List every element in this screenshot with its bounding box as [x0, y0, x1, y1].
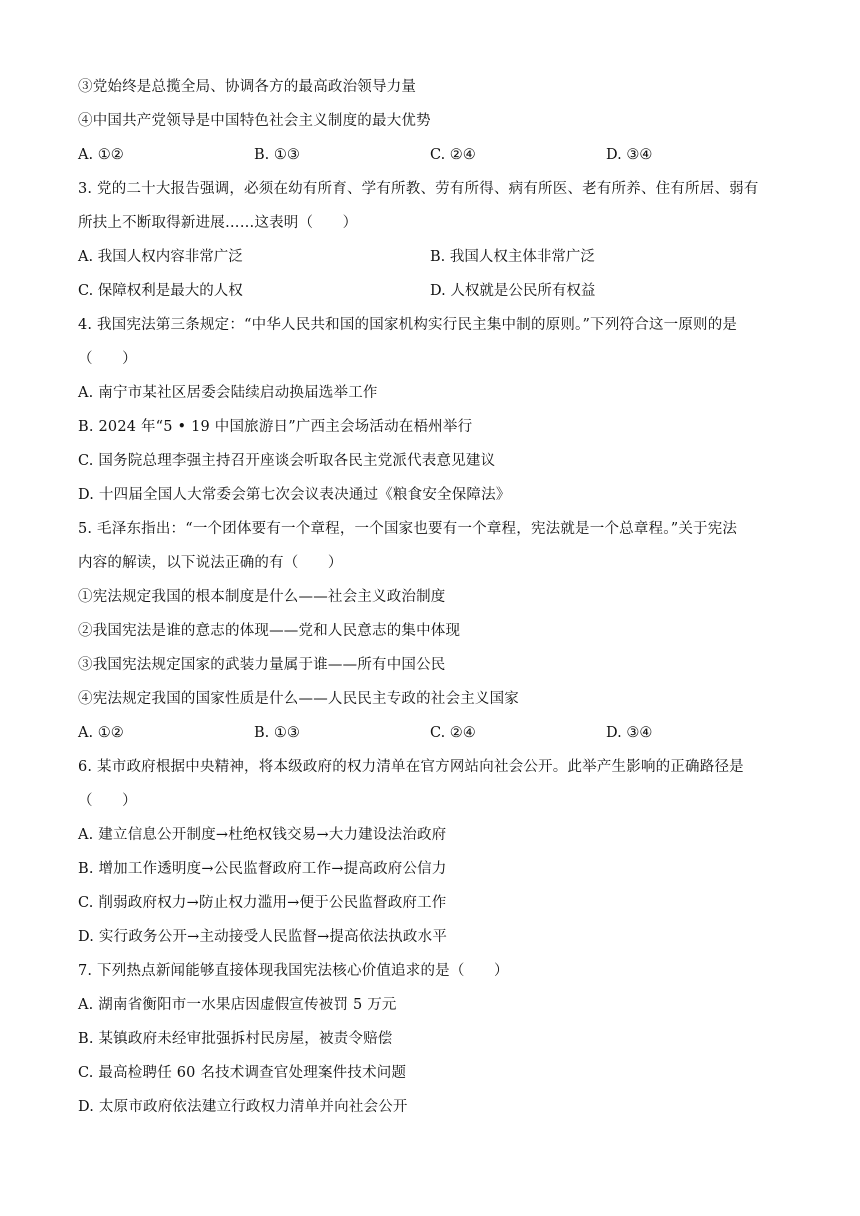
q5-option-b: B. ①③ [254, 725, 300, 741]
q7-option-c: C. 最高检聘任 60 名技术调查官处理案件技术问题 [78, 1065, 407, 1081]
q7-option-d: D. 太原市政府依法建立行政权力清单并向社会公开 [78, 1099, 408, 1115]
q7-option-a: A. 湖南省衡阳市一水果店因虚假宣传被罚 5 万元 [78, 997, 397, 1013]
q4-option-b: B. 2024 年“5 • 19 中国旅游日”广西主会场活动在梧州举行 [78, 419, 473, 435]
q6-option-c: C. 削弱政府权力→防止权力滥用→便于公民监督政府工作 [78, 895, 447, 911]
q4-option-d: D. 十四届全国人大常委会第七次会议表决通过《粮食安全保障法》 [78, 487, 511, 503]
q5-option-d: D. ③④ [606, 725, 653, 741]
q5-stem-line1: 5. 毛泽东指出：“一个团体要有一个章程，一个国家也要有一个章程，宪法就是一个总章程。”关于宪法 [78, 521, 738, 537]
q5-stem-line2: 内容的解读，以下说法正确的有（ ） [78, 555, 343, 571]
q6-stem-line2: （ ） [78, 793, 137, 809]
q4-option-c: C. 国务院总理李强主持召开座谈会听取各民主党派代表意见建议 [78, 453, 496, 469]
q5-item-4: ④宪法规定我国的国家性质是什么——人民民主专政的社会主义国家 [78, 691, 519, 707]
statement-4: ④中国共产党领导是中国特色社会主义制度的最大优势 [78, 113, 431, 129]
q2-option-d: D. ③④ [606, 147, 653, 163]
q3-option-d: D. 人权就是公民所有权益 [430, 283, 596, 299]
q5-item-3: ③我国宪法规定国家的武装力量属于谁——所有中国公民 [78, 657, 446, 673]
q3-option-a: A. 我国人权内容非常广泛 [78, 249, 243, 265]
q2-option-c: C. ②④ [430, 147, 476, 163]
q3-stem-line1: 3. 党的二十大报告强调，必须在幼有所育、学有所教、劳有所得、病有所医、老有所养、住有所居、弱有 [78, 181, 759, 197]
statement-3: ③党始终是总揽全局、协调各方的最高政治领导力量 [78, 79, 417, 95]
q3-stem-line2: 所扶上不断取得新进展……这表明（ ） [78, 215, 358, 231]
q2-option-b: B. ①③ [254, 147, 300, 163]
q3-options-row2 [78, 274, 788, 308]
q3-option-b: B. 我国人权主体非常广泛 [430, 249, 595, 265]
q6-option-d: D. 实行政务公开→主动接受人民监督→提高依法执政水平 [78, 929, 448, 945]
q2-option-a: A. ①② [78, 147, 124, 163]
q6-option-a: A. 建立信息公开制度→杜绝权钱交易→大力建设法治政府 [78, 827, 447, 843]
q3-options-row1 [78, 240, 788, 274]
q4-option-a: A. 南宁市某社区居委会陆续启动换届选举工作 [78, 385, 378, 401]
q7-stem: 7. 下列热点新闻能够直接体现我国宪法核心价值追求的是（ ） [78, 963, 509, 979]
q4-stem-line2: （ ） [78, 351, 137, 367]
q5-option-c: C. ②④ [430, 725, 476, 741]
q3-option-c: C. 保障权利是最大的人权 [78, 283, 243, 299]
q2-options [78, 138, 788, 172]
q5-option-a: A. ①② [78, 725, 124, 741]
q4-stem-line1: 4. 我国宪法第三条规定：“中华人民共和国的国家机构实行民主集中制的原则。”下列符合这一原则的是 [78, 317, 738, 333]
q6-option-b: B. 增加工作透明度→公民监督政府工作→提高政府公信力 [78, 861, 447, 877]
q6-stem-line1: 6. 某市政府根据中央精神，将本级政府的权力清单在官方网站向社会公开。此举产生影响的正确路径是 [78, 759, 744, 775]
document-page [78, 70, 788, 1124]
q7-option-b: B. 某镇政府未经审批强拆村民房屋，被责令赔偿 [78, 1031, 393, 1047]
q5-item-1: ①宪法规定我国的根本制度是什么——社会主义政治制度 [78, 589, 446, 605]
q5-item-2: ②我国宪法是谁的意志的体现——党和人民意志的集中体现 [78, 623, 461, 639]
q5-options [78, 716, 788, 750]
